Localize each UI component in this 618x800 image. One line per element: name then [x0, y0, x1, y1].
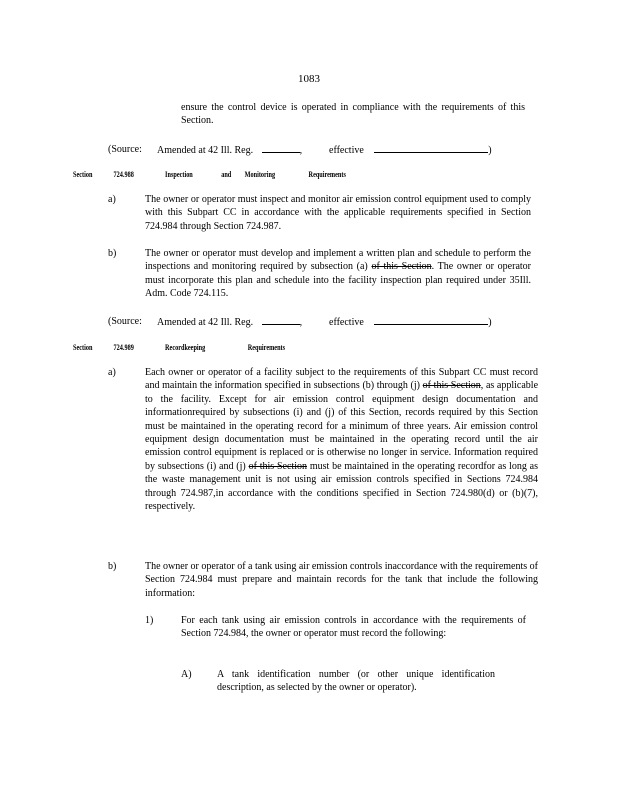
subsection-text [145, 366, 538, 513]
struck-text: of this Section [248, 460, 307, 472]
effective-date-blank [374, 143, 488, 153]
section-heading [73, 170, 346, 180]
section-number: 724.988 [113, 170, 134, 179]
subsection-b1-text: For each tank using air emission controls in accordance with the requirements of Section 724.984, the owner or operator must record the following: [181, 615, 526, 640]
source-comma: , [299, 145, 303, 156]
source-amended [157, 315, 302, 329]
source-prefix: (Source: [108, 144, 142, 155]
source-amended-text: Amended at 42 Ill. Reg. [157, 317, 254, 328]
intro-text: ensure the control device is operated in compliance with the requirements of this Section. [181, 102, 525, 127]
subsection-b-text: The owner or operator must develop and implement a written plan and schedule to perform the inspections and monitoring required by subsection (a) [145, 248, 531, 273]
source-close: ) [488, 145, 492, 156]
subsection-label: A) [181, 669, 192, 680]
page-number: 1083 [298, 73, 320, 85]
register-blank [262, 143, 300, 153]
section-title-word: Requirements [308, 170, 346, 179]
subsection-text [145, 193, 531, 233]
subsection-label: a) [108, 194, 116, 205]
source-amended [157, 143, 302, 157]
source-amended-text: Amended at 42 Ill. Reg. [157, 145, 254, 156]
subsection-label: 1) [145, 615, 154, 626]
section-title-word: Recordkeeping [165, 343, 206, 352]
subsection-text [217, 668, 495, 695]
section-number: 724.989 [113, 343, 134, 352]
subsection-a-text-cont: , as applicable to the facility. Except for air emission control equipment design documentation and informationrequired by subsections (i) and (j) of this Section, records required by this Section must be maintained in the operating record for a minimum of three years. Air emission control equipment design documentation must be maintained in the operating record until the air emission control equipment is replaced or is otherwise no longer in service. Information required by subsections (i) and (j) [145, 380, 539, 472]
section-label: Section [73, 170, 93, 179]
subsection-text [145, 247, 531, 301]
effective-label: effective [329, 317, 364, 328]
source-prefix: (Source: [108, 316, 142, 327]
struck-text: of this Section [422, 380, 481, 392]
subsection-label: b) [108, 561, 117, 572]
source-effective [329, 315, 492, 329]
section-title-word: Inspection [165, 170, 193, 179]
section-title-word: Monitoring [244, 170, 276, 179]
source-comma: , [299, 317, 303, 328]
subsection-b1A-text: A tank identification number (or other unique identification description, as selected by the owner or operator). [217, 669, 495, 694]
effective-label: effective [329, 145, 364, 156]
source-note [108, 315, 142, 328]
source-note [108, 143, 142, 156]
subsection-a-text: Each owner or operator of a facility subject to the requirements of this Subpart CC must record and maintain the information specified in subsections (b) through (j) [145, 367, 538, 392]
effective-date-blank [374, 315, 488, 325]
section-title-word: Requirements [247, 343, 286, 352]
subsection-b-text: The owner or operator of a tank using air emission controls inaccordance with the requirements of Section 724.984 must prepare and maintain records for the tank that include the following information: [145, 561, 538, 599]
section-heading [73, 343, 285, 353]
section-label: Section [73, 343, 93, 352]
subsection-b-text-cont: . The owner or operator must incorporate this plan and schedule into the facility inspection plan required under 35Ill. Adm. Code 724.115. [145, 261, 531, 300]
register-blank [262, 315, 300, 325]
intro-paragraph [181, 101, 525, 128]
section-title-word: and [221, 170, 232, 179]
subsection-label: b) [108, 248, 117, 259]
source-effective [329, 143, 492, 157]
subsection-a-text: The owner or operator must inspect and monitor air emission control equipment used to comply with this Subpart CC in accordance with the applicable requirements specified in Section 724.984 through Section 724.987. [145, 194, 531, 232]
subsection-a-text-end: must be maintained in the operating recordfor as long as the waste management unit is not using air emission controls specified in Sections 724.984 through 724.987,in accordance with the conditions specified in Section 724.980(d) or (b)(7), respectively. [145, 460, 538, 513]
subsection-text [181, 614, 526, 641]
subsection-text [145, 560, 538, 600]
struck-text: of this Section [371, 261, 432, 273]
subsection-label: a) [108, 367, 116, 378]
source-close: ) [488, 317, 492, 328]
